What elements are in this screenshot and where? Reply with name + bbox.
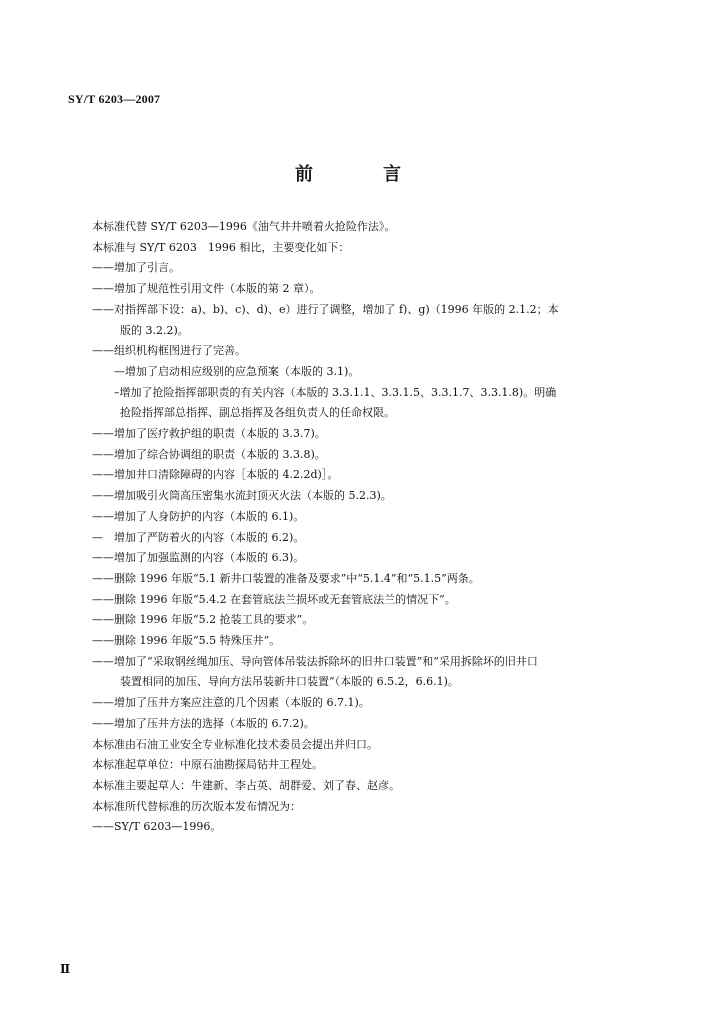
- change-item: ——增加了规范性引用文件（本版的第 2 章）。: [92, 282, 321, 296]
- change-item: ——增加了引言。: [92, 261, 180, 275]
- change-item: ——删除 1996 年版“5.4.2 在套管底法兰损坏或无套管底法兰的情况下”。: [92, 592, 456, 606]
- change-item: ——增加了压井方案应注意的几个因素（本版的 6.7.1)。: [92, 696, 370, 710]
- change-item: ——增加了人身防护的内容（本版的 6.1)。: [92, 509, 305, 523]
- change-item: ——增加了压井方法的选择（本版的 6.7.2)。: [92, 716, 315, 730]
- change-item: ——删除 1996 年版“5.1 新井口装置的准备及要求”中“5.1.4”和“5.1.5”两条。: [92, 571, 480, 585]
- change-item: ——增加吸引火筒高压密集水流封顶灭火法（本版的 5.2.3)。: [92, 489, 392, 503]
- change-item: ——增加了加强监测的内容（本版的 6.3)。: [92, 551, 305, 565]
- change-item: — 增加了严防着火的内容（本版的 6.2)。: [92, 530, 305, 544]
- change-item-continuation: 装置相同的加压、导向方法吊装新井口装置”（本版的 6.5.2，6.6.1)。: [120, 675, 459, 689]
- page-number: Ⅱ: [60, 962, 71, 976]
- change-item: ——对指挥部下设：a)、b)、c)、d)、e）进行了调整，增加了 f)、g)（1996 年版的 2.1.2；本: [92, 302, 559, 316]
- body-line: 本标准主要起草人：牛建新、李占英、胡群爱、刘了春、赵彦。: [92, 778, 400, 792]
- body-line: 本标准与 SY/T 6203 1996 相比，主要变化如下：: [92, 240, 350, 254]
- body-line: 本标准起草单位：中原石油勘探局钻井工程处。: [92, 758, 323, 772]
- change-item-continuation: 版的 3.2.2)。: [120, 323, 189, 337]
- change-item: ——SY/T 6203—1996。: [92, 820, 222, 834]
- change-item-continuation: 抢险指挥部总指挥、副总指挥及各组负责人的任命权限。: [120, 406, 395, 420]
- body-line: 本标准所代替标准的历次版本发布情况为：: [92, 799, 301, 813]
- body-line: 本标准代替 SY/T 6203—1996《油气井井喷着火抢险作法》。: [92, 220, 396, 233]
- section-title: 前 言: [295, 164, 427, 185]
- change-item: —增加了启动相应级别的应急预案（本版的 3.1)。: [114, 364, 360, 378]
- change-item: ——增加井口清除障碍的内容［本版的 4.2.2d)］。: [92, 468, 339, 482]
- change-item: ——增加了医疗救护组的职责（本版的 3.3.7)。: [92, 427, 326, 441]
- change-item: ——删除 1996 年版“5.5 特殊压井”。: [92, 634, 281, 648]
- change-item: ——组织机构框图进行了完善。: [92, 344, 246, 358]
- foreword-body: [92, 217, 640, 838]
- change-item: –增加了抢险指挥部职责的有关内容（本版的 3.3.1.1、3.3.1.5、3.3.1.7、3.3.1.8)。明确: [114, 385, 557, 399]
- change-item: ——增加了“采取钢丝绳加压、导向管体吊装法拆除坏的旧井口装置”和“采用拆除坏的旧井口: [92, 654, 538, 668]
- standard-code-header: SY/T 6203—2007: [68, 92, 161, 106]
- body-line: 本标准由石油工业安全专业标准化技术委员会提出并归口。: [92, 737, 378, 751]
- change-item: ——删除 1996 年版“5.2 抢装工具的要求”。: [92, 613, 314, 627]
- change-item: ——增加了综合协调组的职责（本版的 3.3.8)。: [92, 447, 326, 461]
